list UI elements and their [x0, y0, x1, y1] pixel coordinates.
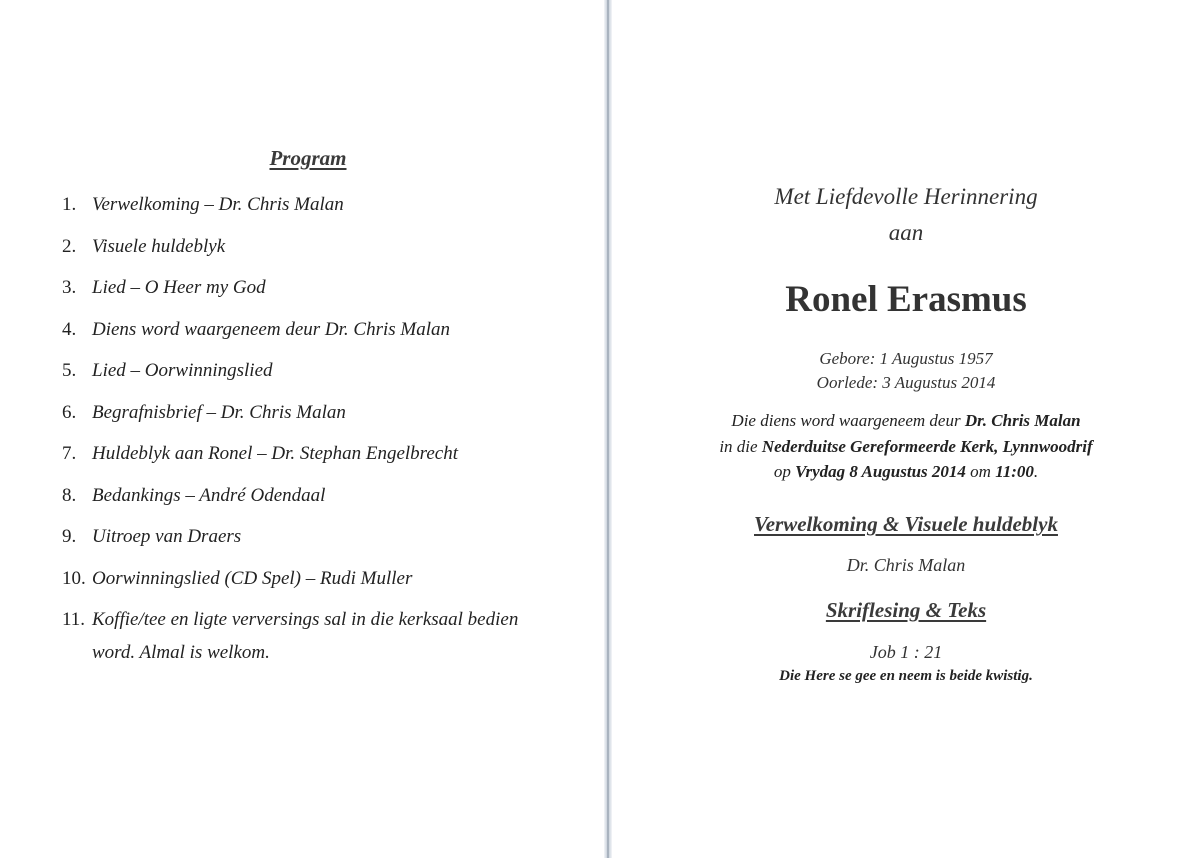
reading-heading: Skriflesing & Teks — [825, 598, 987, 622]
program-item — [62, 558, 592, 600]
service-church-line — [612, 437, 1200, 457]
service-officiant: Dr. Chris Malan — [964, 411, 1081, 430]
program-item-number: 5. — [62, 360, 77, 381]
program-item — [62, 309, 592, 351]
page-fold — [604, 0, 612, 858]
program-item-text: Begrafnisbrief – Dr. Chris Malan — [92, 401, 346, 423]
program-item-number: 8. — [62, 484, 77, 506]
program-item-text: Verwelkoming – Dr. Chris Malan — [92, 194, 344, 215]
service-date-line — [612, 462, 1200, 482]
welcome-speaker: Dr. Chris Malan — [846, 555, 966, 575]
program-item-number: 11. — [62, 609, 86, 630]
program-item — [62, 475, 592, 517]
program-item-text: Visuele huldeblyk — [92, 235, 226, 257]
program-item-number: 10. — [62, 567, 86, 589]
program-item-text: Diens word waargeneem deur Dr. Chris Malan — [92, 318, 451, 340]
program-item-number: 2. — [62, 235, 77, 257]
service-time: 11:00 — [995, 462, 1034, 481]
program-item — [62, 350, 592, 392]
service-church: Nederduitse Gereformeerde Kerk, Lynnwoodrif — [761, 437, 1093, 456]
memorial-dedication: Met Liefdevolle Herinnering — [774, 184, 1038, 209]
program-item-text: Koffie/tee en ligte verversings sal in die kerksaal bedien — [92, 609, 519, 630]
program-item — [62, 184, 592, 226]
service-time-joiner: om — [965, 462, 996, 481]
memorial-dedication-aan: aan — [888, 220, 924, 245]
reading-reference: Job 1 : 21 — [869, 642, 943, 662]
program-item-text: Bedankings – André Odendaal — [92, 484, 326, 506]
program-heading: Program — [269, 146, 347, 170]
program-item-number: 4. — [62, 318, 77, 340]
reading-text: Die Here se gee en neem is beide kwistig. — [779, 668, 1033, 684]
service-officiant-line — [612, 411, 1200, 431]
service-date: Vrydag 8 Augustus 2014 — [795, 462, 966, 481]
service-line3-suffix: . — [1033, 462, 1039, 481]
program-item — [62, 392, 592, 434]
birth-date: Gebore: 1 Augustus 1957 — [819, 349, 993, 368]
program-item — [62, 267, 592, 309]
service-line3-prefix: op — [773, 462, 796, 481]
program-item-number: 9. — [62, 526, 77, 547]
program-item-number: 3. — [62, 277, 77, 298]
program-item-text: Oorwinningslied (CD Spel) – Rudi Muller — [92, 567, 413, 589]
program-item-number: 7. — [62, 443, 77, 464]
program-item-continuation: word. Almal is welkom. — [92, 642, 270, 663]
program-item — [62, 226, 592, 268]
program-item-text: Lied – O Heer my God — [92, 277, 266, 298]
program-list — [62, 184, 592, 641]
service-line1-prefix: Die diens word waargeneem deur — [731, 411, 965, 430]
program-item — [62, 433, 592, 475]
program-item-number: 6. — [62, 401, 77, 423]
program-item-text: Uitroep van Draers — [92, 526, 242, 547]
program-item — [62, 516, 592, 558]
welcome-heading: Verwelkoming & Visuele huldeblyk — [754, 512, 1058, 536]
service-line2-prefix: in die — [719, 437, 762, 456]
death-date: Oorlede: 3 Augustus 2014 — [816, 373, 996, 392]
program-item-text: Huldeblyk aan Ronel – Dr. Stephan Engelbrecht — [92, 443, 459, 464]
deceased-name: Ronel Erasmus — [785, 279, 1027, 320]
program-item-number: 1. — [62, 194, 77, 215]
program-item-text: Lied – Oorwinningslied — [92, 360, 273, 381]
